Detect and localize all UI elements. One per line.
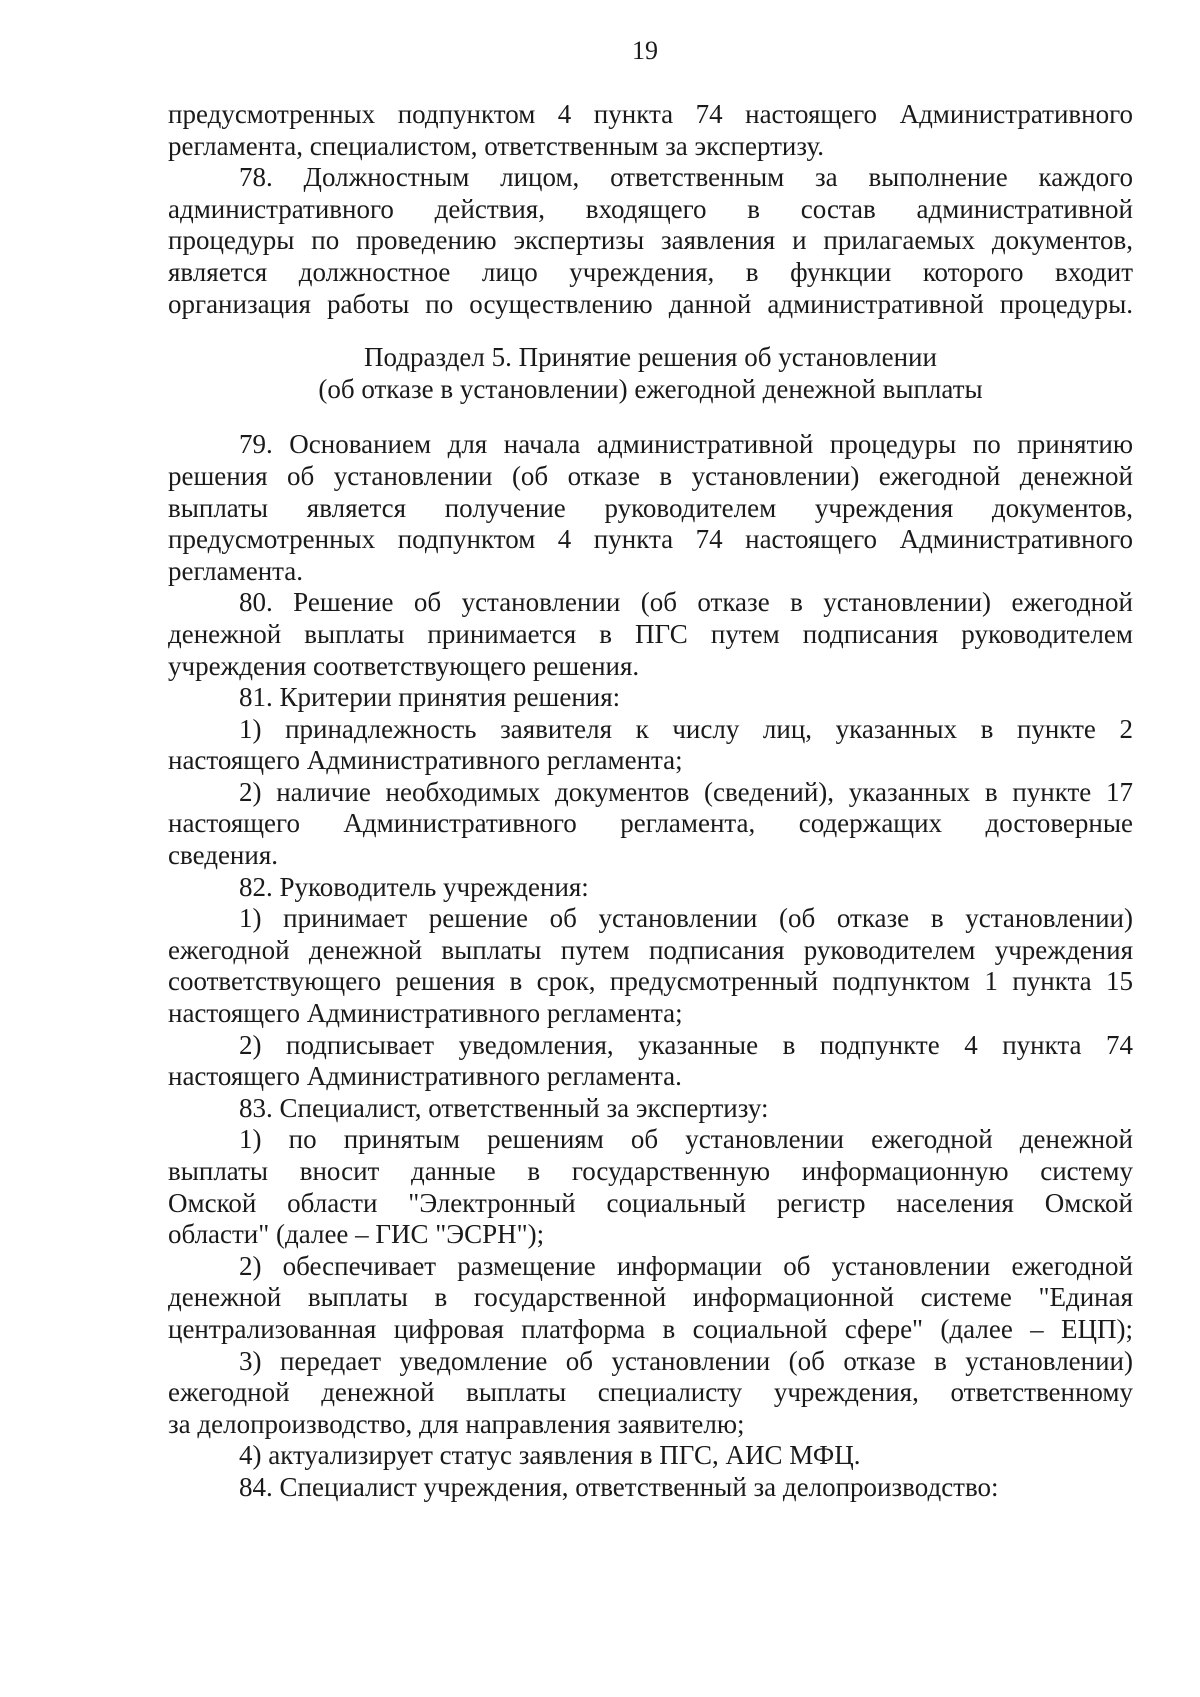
text-line: выплаты вносит данные в государственную информационную систему xyxy=(168,1156,1133,1186)
text-line: 82. Руководитель учреждения: xyxy=(239,871,589,902)
text-line: 1) принимает решение об установлении (об отказе в установлении) xyxy=(239,903,1133,934)
paragraph-block-2 xyxy=(168,429,1133,1503)
subsection-heading xyxy=(168,342,1133,405)
text-line: Омской области "Электронный социальный регистр населения Омской xyxy=(168,1187,1133,1218)
text-line: является должностное лицо учреждения, в функции которого входит xyxy=(168,256,1133,287)
text-line: организация работы по осуществлению данной административной процедуры. xyxy=(168,288,1133,319)
text-line: соответствующего решения в срок, предусмотренный подпунктом 1 пункта 15 xyxy=(168,966,1133,997)
paragraph-block-1 xyxy=(168,99,1133,320)
text-line: ежегодной денежной выплаты специалисту учреждения, ответственному xyxy=(168,1377,1133,1408)
text-line: 2) обеспечивает размещение информации об установлении ежегодной xyxy=(239,1250,1133,1281)
text-line: 81. Критерии принятия решения: xyxy=(239,682,621,713)
text-line: 1) по принятым решениям об установлении ежегодной денежной xyxy=(239,1124,1133,1155)
text-line: процедуры по проведению экспертизы заявления и прилагаемых документов, xyxy=(168,225,1133,256)
text-line: 80. Решение об установлении (об отказе в установлении) ежегодной xyxy=(239,587,1133,618)
text-line: 84. Специалист учреждения, ответственный за делопроизводство: xyxy=(239,1471,999,1502)
text-line: 83. Специалист, ответственный за экспертизу: xyxy=(239,1092,769,1123)
subsection-heading-line-1: Подраздел 5. Принятие решения об установлении xyxy=(364,342,937,373)
text-line: за делопроизводство, для направления заявителю; xyxy=(168,1408,745,1439)
text-line: денежной выплаты в государственной информационной системе "Единая xyxy=(168,1282,1133,1313)
text-line: предусмотренных подпунктом 4 пункта 74 настоящего Административного xyxy=(168,99,1133,129)
text-line: настоящего Административного регламента. xyxy=(168,1061,682,1092)
subsection-heading-line-2: (об отказе в установлении) ежегодной денежной выплаты xyxy=(318,373,983,404)
page-number: 19 xyxy=(632,36,658,65)
text-line: предусмотренных подпунктом 4 пункта 74 настоящего Административного xyxy=(168,524,1133,555)
text-line: 3) передает уведомление об установлении (об отказе в установлении) xyxy=(239,1345,1133,1376)
text-line: регламента, специалистом, ответственным за экспертизу. xyxy=(168,130,825,161)
text-line: настоящего Административного регламента, содержащих достоверные xyxy=(168,808,1133,839)
text-line: настоящего Административного регламента; xyxy=(168,745,683,776)
text-line: области" (далее – ГИС "ЭСРН"); xyxy=(168,1219,545,1250)
text-line: ежегодной денежной выплаты путем подписания руководителем учреждения xyxy=(168,934,1133,965)
text-line: 2) наличие необходимых документов (сведений), указанных в пункте 17 xyxy=(239,776,1133,807)
document-body xyxy=(168,99,1133,1504)
text-line: выплаты является получение руководителем учреждения документов, xyxy=(168,492,1133,523)
text-line: настоящего Административного регламента; xyxy=(168,998,683,1029)
text-line: денежной выплаты принимается в ПГС путем подписания руководителем xyxy=(168,618,1133,649)
text-line: 79. Основанием для начала административной процедуры по принятию xyxy=(239,429,1133,460)
text-line: 4) актуализирует статус заявления в ПГС, АИС МФЦ. xyxy=(239,1440,861,1471)
text-line: 1) принадлежность заявителя к числу лиц, указанных в пункте 2 xyxy=(239,713,1133,744)
text-line: регламента. xyxy=(168,555,304,586)
text-line: учреждения соответствующего решения. xyxy=(168,650,640,681)
text-line: 2) подписывает уведомления, указанные в подпункте 4 пункта 74 xyxy=(239,1029,1133,1060)
text-line: решения об установлении (об отказе в установлении) ежегодной денежной xyxy=(168,460,1133,491)
text-line: сведения. xyxy=(168,840,278,871)
text-line: 78. Должностным лицом, ответственным за выполнение каждого xyxy=(239,162,1133,193)
text-line: административного действия, входящего в состав административной xyxy=(168,193,1133,224)
text-line: централизованная цифровая платформа в социальной сфере" (далее – ЕЦП); xyxy=(168,1313,1133,1344)
